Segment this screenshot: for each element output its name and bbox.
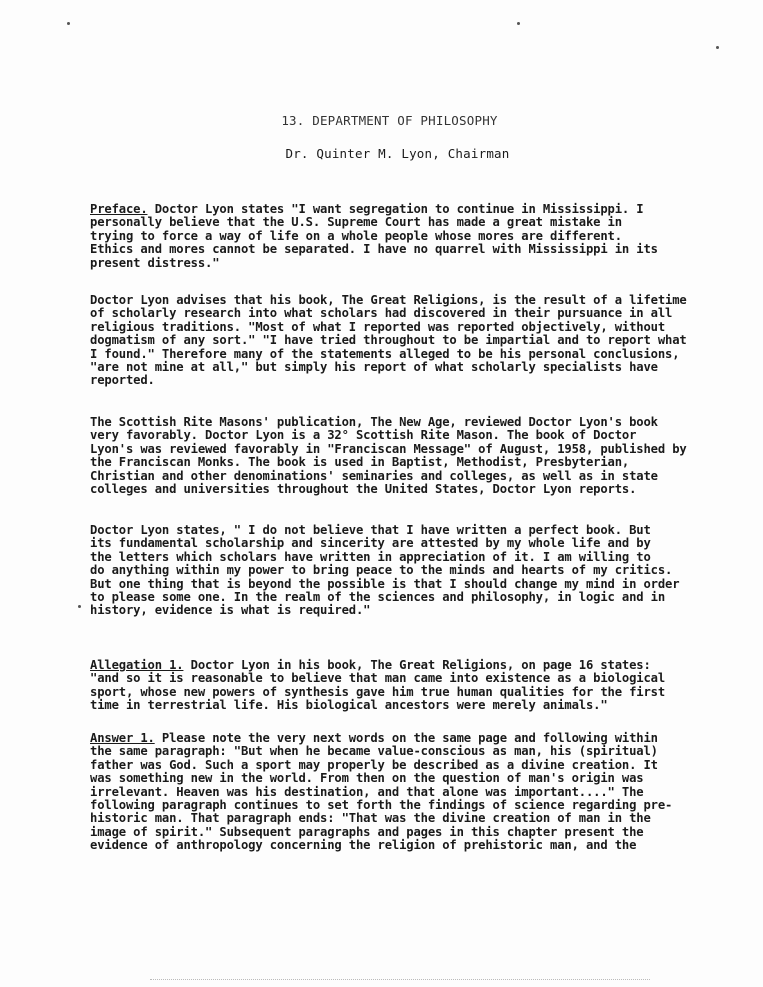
book-research-paragraph	[90, 294, 710, 388]
preface-label: Preface.	[90, 202, 148, 216]
paragraph-line: "and so it is reasonable to believe that man came into existence as a biological	[90, 671, 665, 686]
paragraph-line: sport, whose new powers of synthesis gave him true human qualities for the first	[90, 684, 665, 699]
paragraph-line: dogmatism of any sort." "I have tried throughout to be impartial and to report what	[90, 333, 687, 348]
paragraph-line: do anything within my power to bring peace to the minds and hearts of my critics.	[90, 563, 673, 578]
paragraph-line: father was God. Such a sport may properly be described as a divine creation. It	[90, 757, 658, 772]
paragraph-line: the Franciscan Monks. The book is used in Baptist, Methodist, Presbyterian,	[90, 455, 630, 470]
paragraph-line: reported.	[90, 373, 155, 388]
scan-speck	[517, 22, 520, 25]
paragraph-line: time in terrestrial life. His biological ancestors were merely animals."	[90, 698, 608, 713]
paragraph-line	[90, 659, 710, 672]
paragraph-line: image of spirit." Subsequent paragraphs and pages in this chapter present the	[90, 824, 644, 839]
paragraph-line: The Scottish Rite Masons' publication, The New Age, reviewed Doctor Lyon's book	[90, 415, 658, 429]
answer-paragraph	[90, 732, 710, 853]
paragraph-line: history, evidence is what is required."	[90, 603, 371, 618]
paragraph-line: very favorably. Doctor Lyon is a 32° Scottish Rite Mason. The book of Doctor	[90, 428, 637, 443]
paragraph-line: following paragraph continues to set forth the findings of science regarding pre-	[90, 798, 673, 813]
paragraph-line: of scholarly research into what scholars had discovered in their pursuance in all	[90, 306, 673, 321]
answer-label: Answer 1.	[90, 731, 155, 745]
paragraph-line: "are not mine at all," but simply his report of what scholarly specialists have	[90, 360, 658, 375]
paragraph-line: was something new in the world. From then on the question of man's origin was	[90, 771, 644, 786]
page-footer-dots	[150, 979, 650, 982]
paragraph-line: trying to force a way of life on a whole people whose mores are different.	[90, 228, 622, 243]
paragraph-line: its fundamental scholarship and sincerity are attested by my whole life and by	[90, 536, 651, 551]
paragraph-line	[90, 203, 710, 216]
allegation-paragraph	[90, 659, 710, 713]
paragraph-line: evidence of anthropology concerning the religion of prehistoric man, and the	[90, 838, 637, 853]
line-text: Doctor Lyon states "I want segregation to continue in Mississippi. I	[147, 202, 644, 216]
paragraph-line: Doctor Lyon states, " I do not believe that I have written a perfect book. But	[90, 523, 651, 537]
paragraph-line: Doctor Lyon advises that his book, The Great Religions, is the result of a lifetime	[90, 293, 687, 307]
statement-paragraph	[90, 524, 710, 618]
paragraph-line: Christian and other denominations' seminaries and colleges, as well as in state	[90, 468, 658, 483]
line-text: Please note the very next words on the same page and following within	[154, 731, 658, 745]
paragraph-line: irrelevant. Heaven was his destination, and that alone was important...." The	[90, 784, 644, 799]
paragraph-line: present distress."	[90, 255, 220, 270]
paragraph-line: personally believe that the U.S. Supreme Court has made a great mistake in	[90, 215, 622, 230]
page-subheading: Dr. Quinter M. Lyon, Chairman	[285, 146, 510, 161]
paragraph-line: I found." Therefore many of the statements alleged to be his personal conclusions,	[90, 346, 680, 361]
paragraph-line: Lyon's was reviewed favorably in "Franciscan Message" of August, 1958, published by	[90, 441, 687, 456]
paragraph-line	[90, 732, 710, 745]
paragraph-line: Ethics and mores cannot be separated. I have no quarrel with Mississippi in its	[90, 242, 658, 257]
allegation-label: Allegation 1.	[90, 658, 184, 672]
scan-speck	[716, 46, 719, 49]
page-heading: 13. DEPARTMENT OF PHILOSOPHY	[281, 113, 498, 128]
preface-paragraph	[90, 203, 710, 270]
paragraph-line: the letters which scholars have written in appreciation of it. I am willing to	[90, 549, 651, 564]
scan-speck	[78, 605, 81, 608]
paragraph-line: historic man. That paragraph ends: "That was the divine creation of man in the	[90, 811, 651, 826]
scan-speck	[67, 22, 70, 25]
paragraph-line: But one thing that is beyond the possible is that I should change my mind in order	[90, 576, 680, 591]
paragraph-line: the same paragraph: "But when he became value-conscious as man, his (spiritual)	[90, 744, 658, 759]
paragraph-line: religious traditions. "Most of what I reported was reported objectively, without	[90, 319, 665, 334]
paragraph-line: to please some one. In the realm of the sciences and philosophy, in logic and in	[90, 590, 665, 605]
reviews-paragraph	[90, 416, 710, 496]
line-text: Doctor Lyon in his book, The Great Religions, on page 16 states:	[183, 658, 651, 672]
paragraph-line: colleges and universities throughout the United States, Doctor Lyon reports.	[90, 482, 637, 497]
